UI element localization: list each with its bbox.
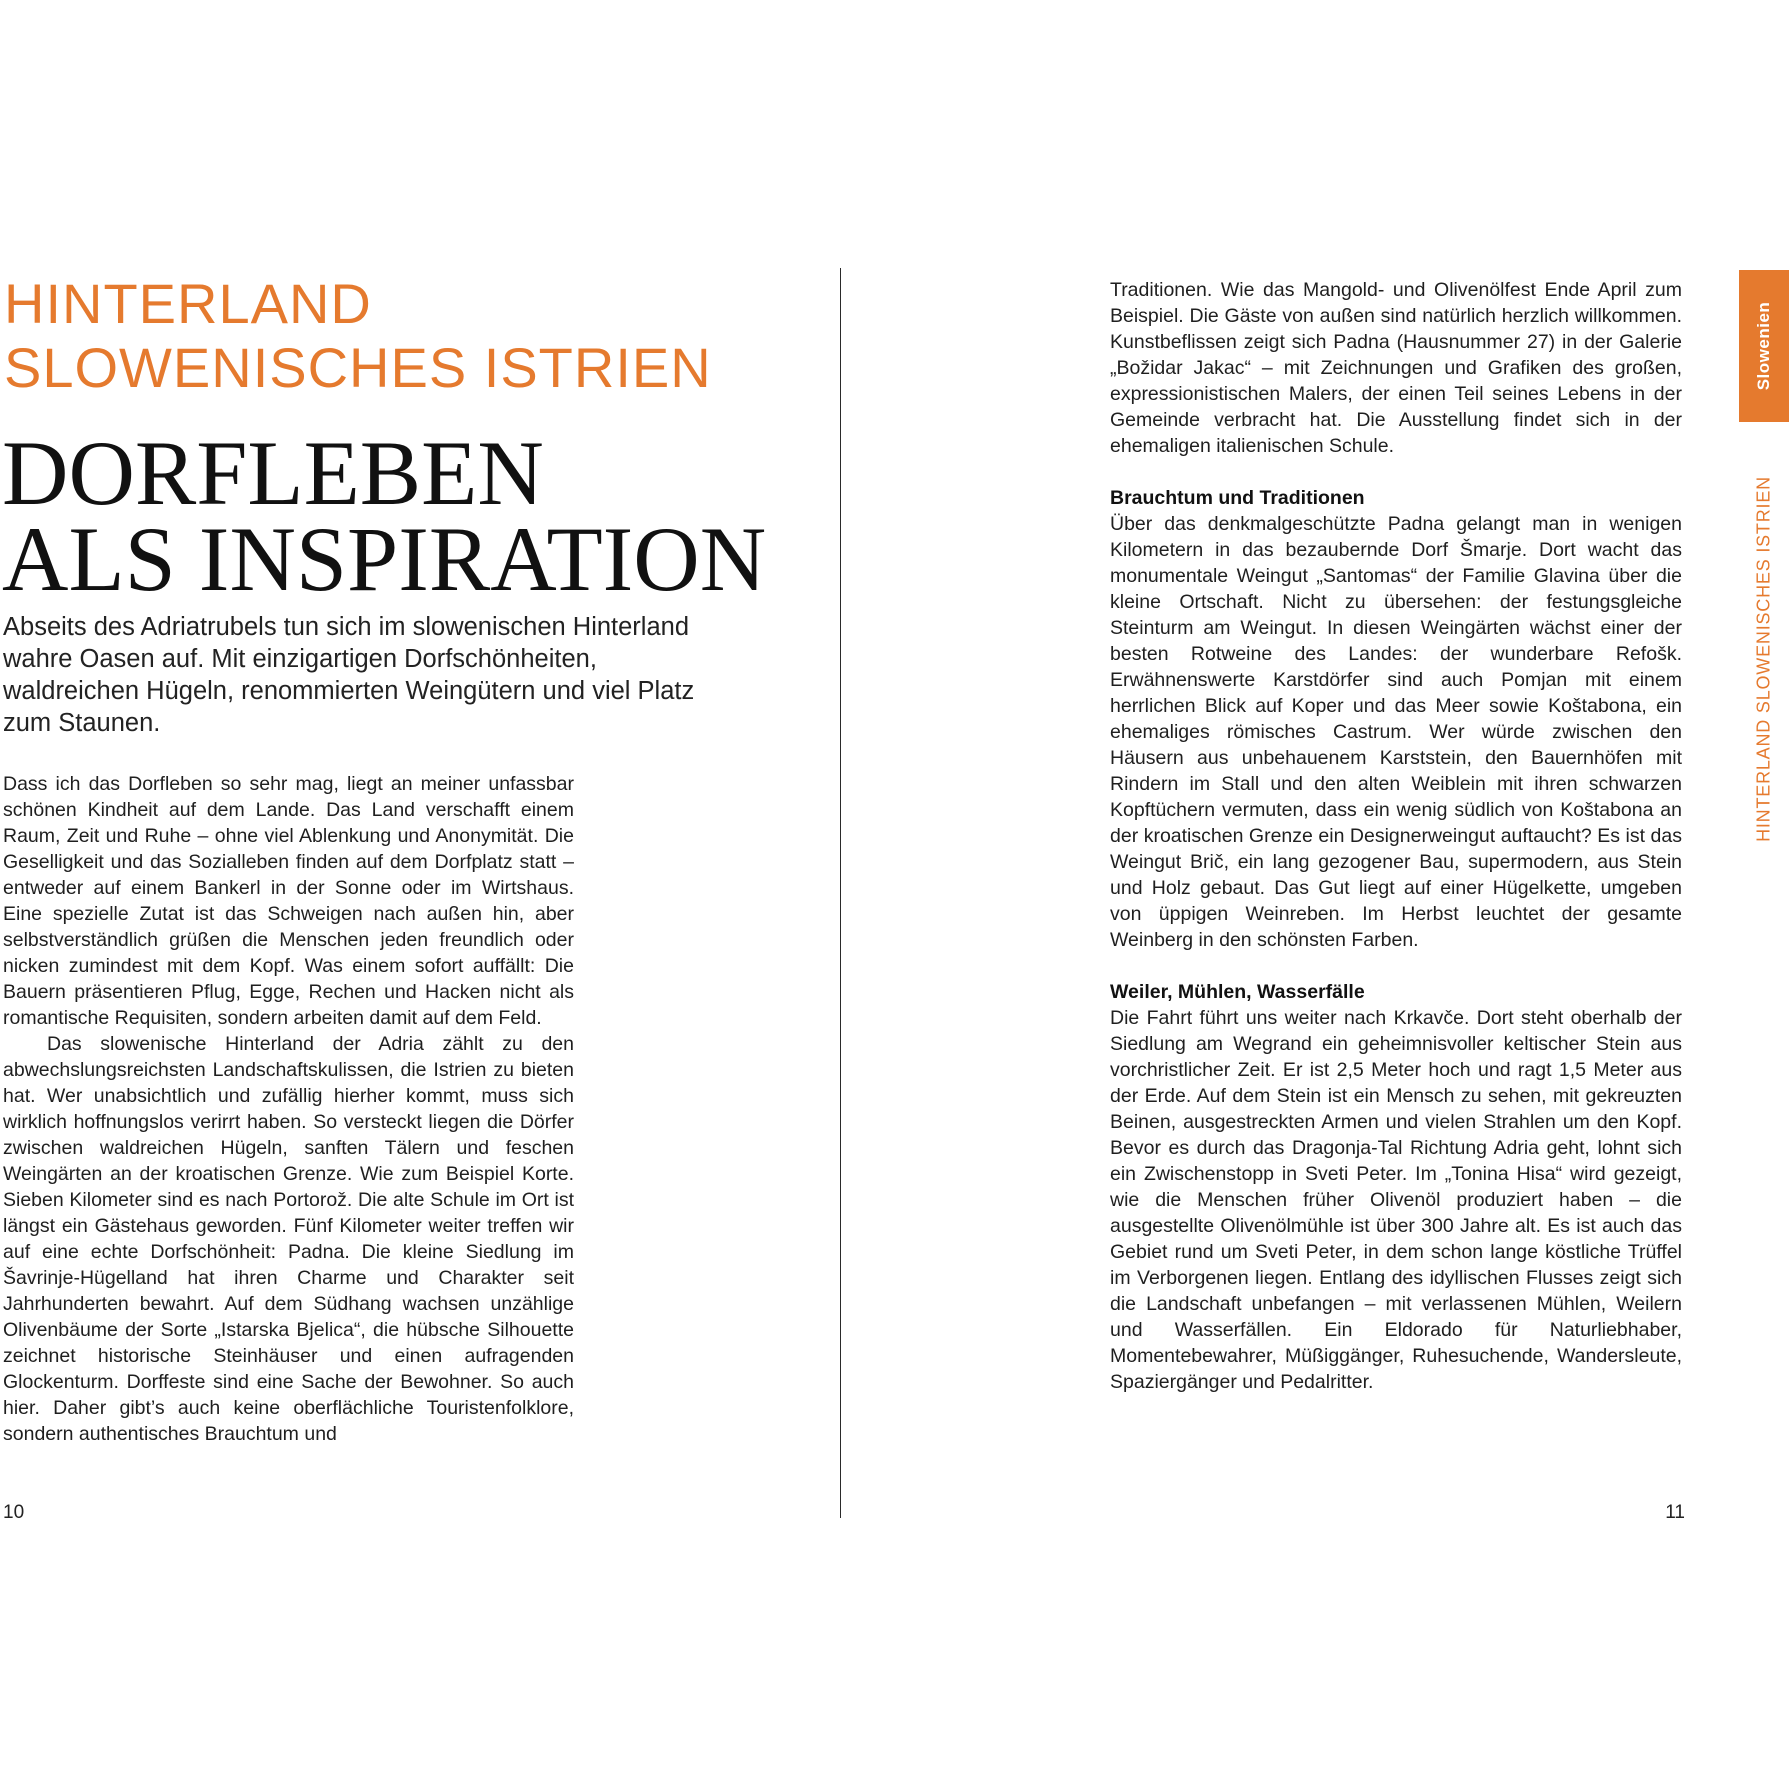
article-headline: [2, 422, 832, 610]
running-head-label: HINTERLAND SLOWENISCHES ISTRIEN: [1753, 476, 1774, 842]
chapter-tab-label: Slowenien: [1754, 301, 1773, 391]
body-paragraph: Traditionen. Wie das Mangold- und Olivenölfest Ende April zum Beispiel. Die Gäste von außen sind natürlich herzlich willkommen. Kunstbeflissen zeigt sich Padna (Hausnummer 27) in der Galerie „Božidar Jakac“ – mit Zeichnungen und Grafiken des großen, expressionistischen Malers, der einen Teil seines Lebens in der Gemeinde verbracht hat. Die Ausstellung findet sich in der ehemaligen italienischen Schule.: [1110, 279, 1682, 457]
lead-paragraph: Abseits des Adriatrubels tun sich im slowenischen Hinterland wahre Oasen auf. Mit einzigartigen Dorfschönheiten, waldreichen Hügeln, renommierten Weingütern und viel Platz zum Staunen.: [3, 613, 695, 737]
right-page: [842, 0, 1789, 1789]
left-page: [0, 0, 840, 1789]
running-head: [1739, 478, 1789, 840]
body-paragraph: Das slowenische Hinterland der Adria zählt zu den abwechslungsreichsten Landschaftskulissen, die Istrien zu bieten hat. Wer unabsichtlich und zufällig hierher kommt, muss sich wirklich hoffnungslos verirrt haben. So versteckt liegen die Dörfer zwischen waldreichen Hügeln, sanften Tälern und feschen Weingärten an der kroatischen Grenze. Wie zum Beispiel Korte. Sieben Kilometer sind es nach Portorož. Die alte Schule im Ort ist längst ein Gästehaus geworden. Fünf Kilometer weiter treffen wir auf eine echte Dorfschönheit: Padna. Die kleine Siedlung im Šavrinje-Hügelland hat ihren Charme und Charakter seit Jahrhunderten bewahrt. Auf dem Südhang wachsen unzählige Olivenbäume der Sorte „Istarska Bjelica“, die hübsche Silhouette zeichnet historische Steinhäuser und einen aufragenden Glockenturm. Dorffeste sind eine Sache der Bewohner. So auch hier. Daher gibt’s auch keine oberflächliche Touristenfolklore, sondern authentisches Brauchtum und: [3, 1033, 574, 1445]
kicker-line-1: HINTERLAND: [4, 272, 372, 335]
section-heading: Brauchtum und Traditionen: [1110, 487, 1365, 509]
left-body-text: [3, 771, 574, 1447]
section-kicker: [4, 272, 804, 400]
page-number-right: 11: [1665, 1502, 1685, 1523]
body-paragraph: Dass ich das Dorfleben so sehr mag, liegt an meiner unfassbar schönen Kindheit auf dem Lande. Das Land verschafft einem Raum, Zeit und Ruhe – ohne viel Ablenkung und Anonymität. Die Geselligkeit und das Sozialleben finden auf dem Dorfplatz statt – entweder auf einem Bankerl in der Sonne oder im Wirtshaus. Eine spezielle Zutat ist das Schweigen nach außen hin, aber selbstverständlich grüßen die Menschen jeden freundlich oder nicken zumindest mit dem Kopf. Was einem sofort auffällt: Die Bauern präsentieren Pflug, Egge, Rechen und Hacken nicht als romantische Requisiten, sondern arbeiten damit auf dem Feld.: [3, 773, 574, 1029]
page-number-left: 10: [3, 1502, 25, 1523]
body-paragraph: Über das denkmalgeschützte Padna gelangt man in wenigen Kilometern in das bezaubernde Dorf Šmarje. Dort wacht das monumentale Weingut „Santomas“ der Familie Glavina über die kleine Ortschaft. Nicht zu übersehen: der festungsgleiche Steinturm am Weingut. In diesen Weingärten wächst einer der besten Rotweine des Landes: der wunderbare Refošk. Erwähnenswerte Karstdörfer sind auch Pomjan mit einem herrlichen Blick auf Koper und das Meer sowie Koštabona, ein ehemaliges römisches Castrum. Wer würde zwischen den Häusern aus unbehauenem Karststein, den Bauernhöfen mit Rindern im Stall und den alten Weiblein mit ihren schwarzen Kopftüchern vermuten, dass ein wenig südlich von Koštabona an der kroatischen Grenze ein Designerweingut auftaucht? Es ist das Weingut Brič, ein lang gezogener Bau, supermodern, aus Stein und Holz gebaut. Das Gut liegt auf einer Hügelkette, umgeben von üppigen Weinreben. Im Herbst leuchtet der gesamte Weinberg in den schönsten Farben.: [1110, 513, 1682, 951]
section-heading: Weiler, Mühlen, Wasserfälle: [1110, 981, 1365, 1003]
kicker-line-2: SLOWENISCHES ISTRIEN: [4, 336, 712, 399]
right-body-text: [1110, 277, 1682, 1395]
body-paragraph: Die Fahrt führt uns weiter nach Krkavče. Dort steht oberhalb der Siedlung am Wegrand ein geheimnisvoller keltischer Stein aus vorchristlicher Zeit. Er ist 2,5 Meter hoch und ragt 1,5 Meter aus der Erde. Auf dem Stein ist ein Mensch zu sehen, mit gekreuzten Beinen, ausgestreckten Armen und vielen Strahlen um den Kopf. Bevor es durch das Dragonja-Tal Richtung Adria geht, lohnt sich ein Zwischenstopp in Sveti Peter. Im „Tonina Hisa“ wird gezeigt, wie die Menschen früher Olivenöl produziert haben – die ausgestellte Olivenölmühle ist über 300 Jahre alt. Es ist auch das Gebiet rund um Sveti Peter, in dem schon lange köstliche Trüffel im Verborgenen liegen. Entlang des idyllischen Flusses zeigt sich die Landschaft unbefangen – mit verlassenen Mühlen, Weilern und Wasserfällen. Ein Eldorado für Naturliebhaber, Momentebewahrer, Müßiggänger, Ruhesuchende, Wandersleute, Spaziergänger und Pedalritter.: [1110, 1007, 1682, 1393]
headline-line-2: ALS INSPIRATION: [2, 508, 767, 610]
chapter-tab: [1739, 270, 1789, 422]
gutter-divider: [840, 268, 841, 1518]
headline-line-1: DORFLEBEN: [2, 422, 544, 524]
